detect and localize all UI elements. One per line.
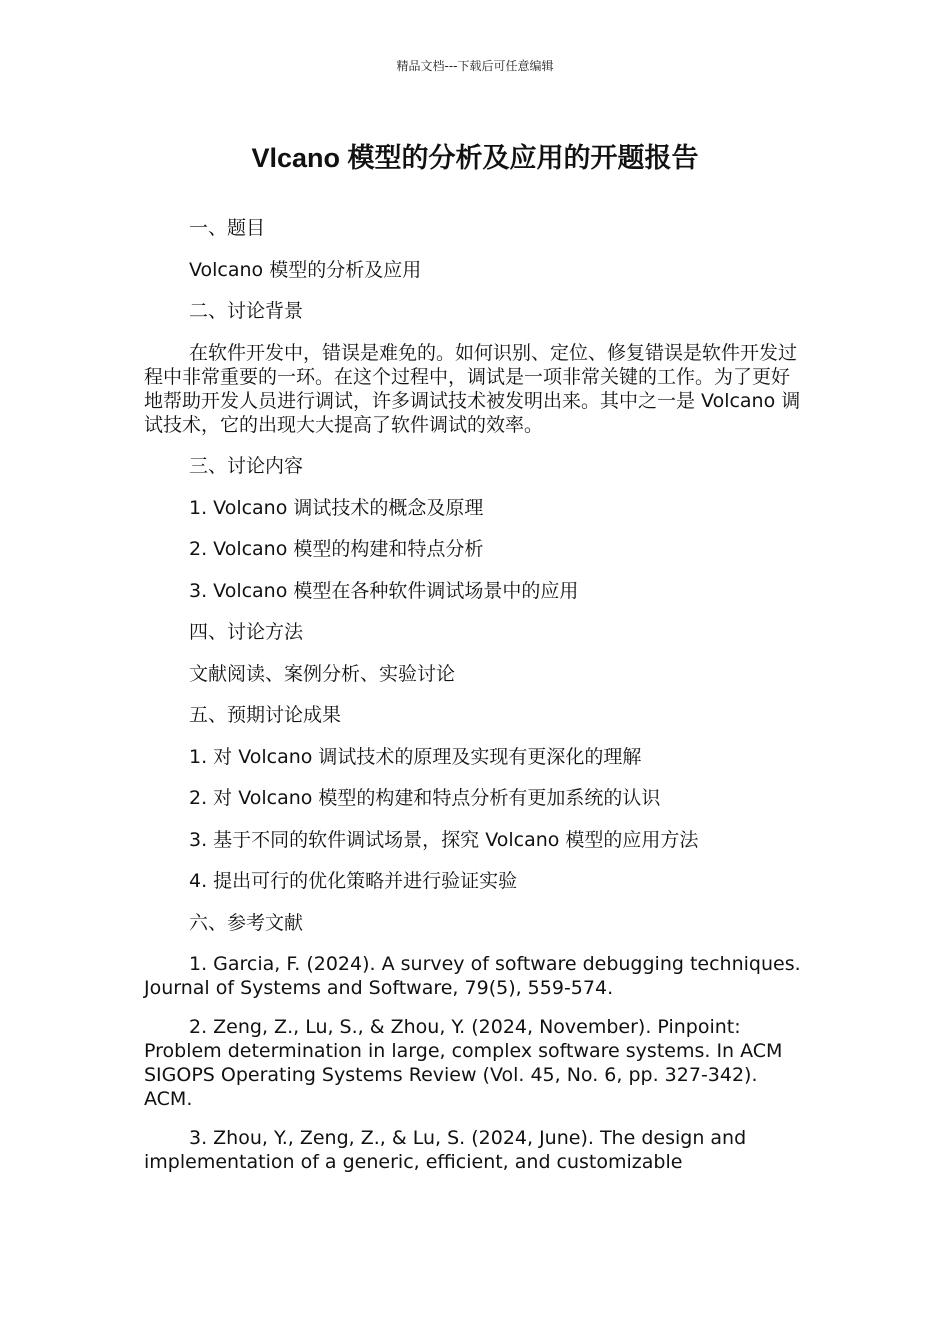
content-item: 2. Volcano 模型的构建和特点分析 (189, 538, 484, 560)
section-heading-background: 二、讨论背景 (189, 300, 304, 322)
content-item: 1. Volcano 调试技术的概念及原理 (189, 496, 484, 519)
method-text: 文献阅读、案例分析、实验讨论 (189, 662, 456, 685)
content-item: 3. Volcano 模型在各种软件调试场景中的应用 (189, 579, 579, 602)
reference-entry: 2. Zeng, Z., Lu, S., & Zhou, Y. (2024, November). Pinpoint: Problem determination in large, complex software systems. In ACM SIGOPS Operating Systems Review (Vol. 45, No. 6, pp. 327-342). ACM. (144, 1016, 783, 1110)
document-body (144, 216, 806, 1189)
page-watermark: 精品文档---下载后可任意编辑 (396, 59, 554, 73)
topic-text: Volcano 模型的分析及应用 (189, 258, 422, 281)
section-heading-topic: 一、题目 (189, 217, 266, 239)
reference-entry: 3. Zhou, Y., Zeng, Z., & Lu, S. (2024, June). The design and implementation of a generic, efficient, and customizable (144, 1127, 747, 1173)
document-title: Vlcano 模型的分析及应用的开题报告 (251, 143, 699, 173)
results-item: 3. 基于不同的软件调试场景，探究 Volcano 模型的应用方法 (189, 828, 699, 851)
background-paragraph: 在软件开发中，错误是难免的。如何识别、定位、修复错误是软件开发过程中非常重要的一环。在这个过程中，调试是一项非常关键的工作。为了更好地帮助开发人员进行调试，许多调试技术被发明出来。其中之一是 Volcano 调试技术，它的出现大大提高了软件调试的效率。 (144, 341, 801, 436)
section-heading-content: 三、讨论内容 (189, 455, 304, 477)
section-heading-results: 五、预期讨论成果 (189, 704, 342, 726)
reference-entry: 1. Garcia, F. (2024). A survey of software debugging techniques. Journal of Systems and Software, 79(5), 559-574. (144, 953, 801, 999)
results-item: 2. 对 Volcano 模型的构建和特点分析有更加系统的认识 (189, 787, 661, 809)
results-item: 1. 对 Volcano 调试技术的原理及实现有更深化的理解 (189, 745, 642, 768)
results-item: 4. 提出可行的优化策略并进行验证实验 (189, 870, 518, 892)
section-heading-method: 四、讨论方法 (189, 621, 304, 643)
section-heading-references: 六、参考文献 (189, 911, 304, 934)
